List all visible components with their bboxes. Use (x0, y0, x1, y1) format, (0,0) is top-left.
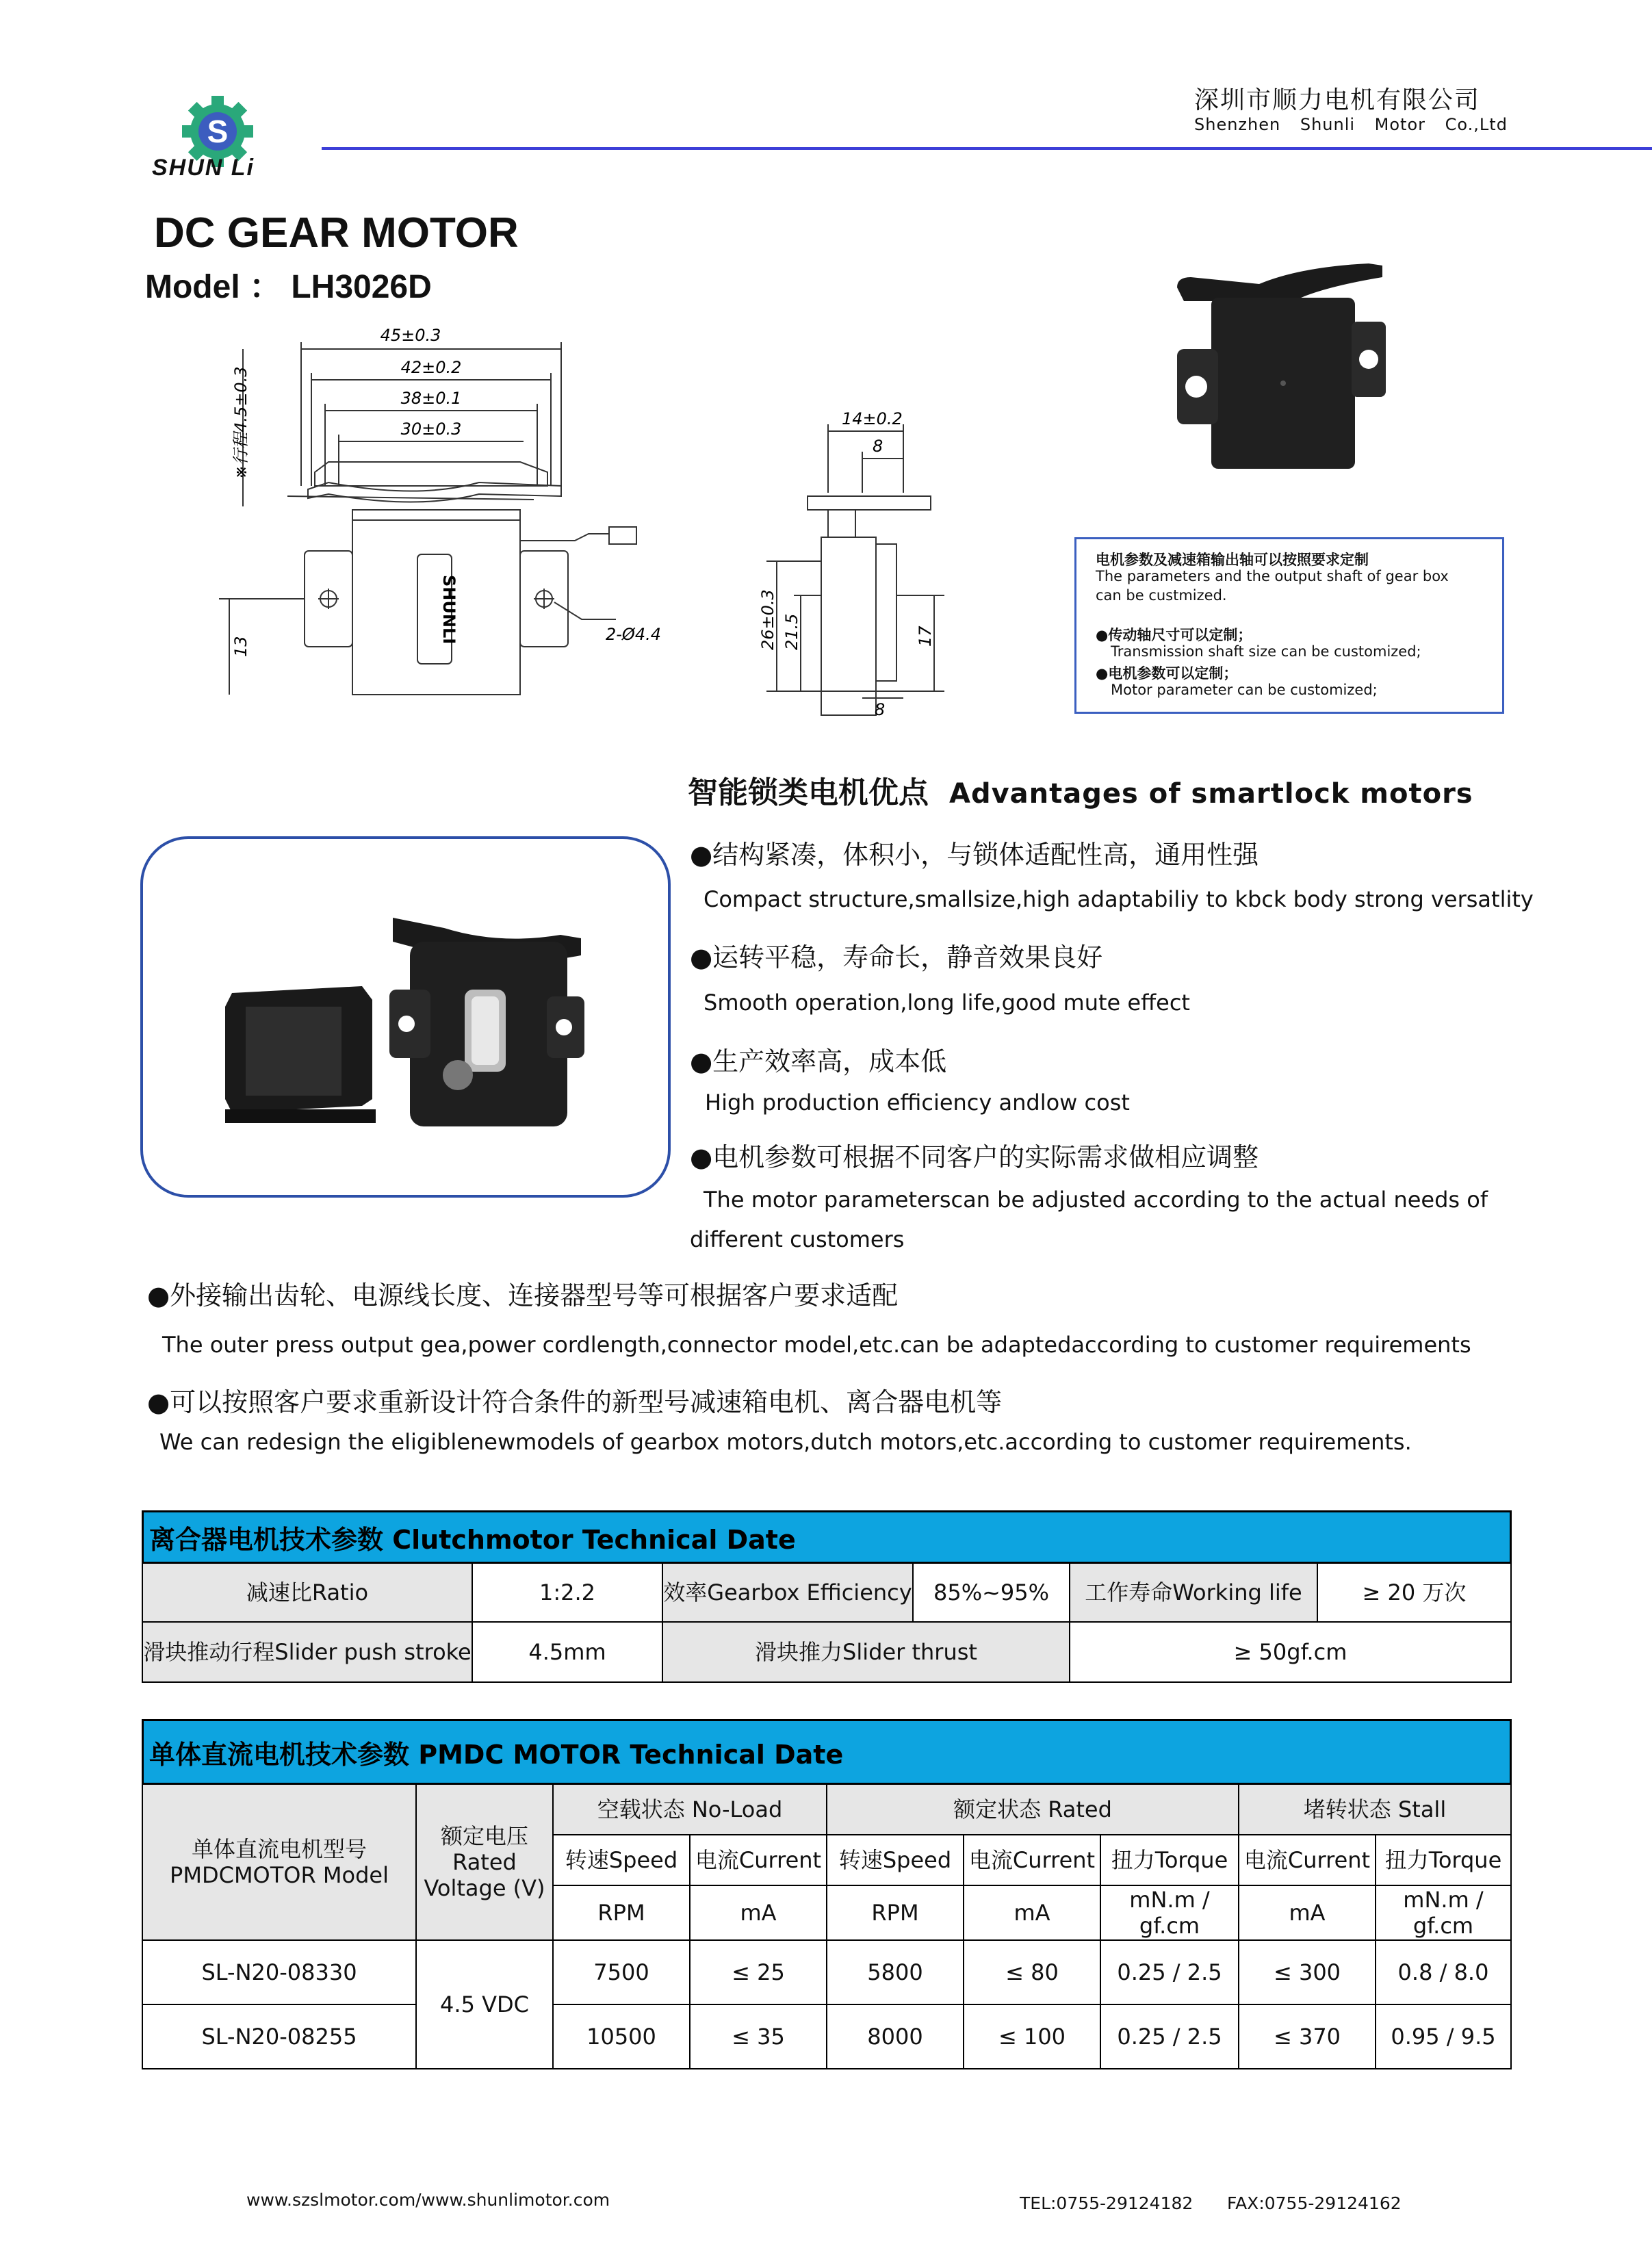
advantages-title (688, 768, 1473, 812)
advantages-title-en: Advantages of smartlock motors (949, 778, 1473, 810)
unit-torque-line: mN.m / (1403, 1887, 1484, 1913)
unit-torque (1375, 1885, 1512, 1941)
thrust-value: ≥ 50gf.cm (1069, 1621, 1512, 1683)
unit-ma: mA (689, 1885, 827, 1941)
dim-label: 30±0.3 (400, 420, 462, 439)
model-number: Model ： LH3026D (145, 269, 432, 305)
dim-label: 14±0.2 (842, 409, 903, 428)
note-text: Transmission shaft size can be customized; (1111, 643, 1421, 660)
advantage-item-en: High production efficiency andlow cost (705, 1089, 1130, 1115)
logo-wordmark: SHUN Li (152, 155, 255, 181)
unit-ma: mA (963, 1885, 1101, 1941)
stall-current-cell: ≤ 300 (1238, 1939, 1376, 2005)
model-label-en: PMDCMOTOR Model (170, 1862, 389, 1888)
advantage-item-en: The motor parameterscan be adjusted according to the actual needs of (704, 1187, 1488, 1213)
voltage-column-header (415, 1783, 554, 1941)
product-photo-frame (140, 836, 671, 1198)
unit-torque-line: gf.cm (1139, 1913, 1200, 1939)
customization-note-box (1074, 537, 1504, 714)
dim-label: 17 (916, 625, 935, 647)
pmdc-table-header: 单体直流电机技术参数 PMDC MOTOR Technical Date (142, 1719, 1512, 1785)
stall-group-header: 堵转状态 Stall (1238, 1783, 1512, 1835)
noload-speed-cell: 10500 (552, 2004, 691, 2069)
advantage-item-cn: ●外接输出齿轮、电源线长度、连接器型号等可根据客户要求适配 (147, 1280, 899, 1311)
unit-torque-line: mN.m / (1129, 1887, 1210, 1913)
dim-label: 38±0.1 (400, 389, 462, 408)
note-text: The parameters and the output shaft of gear box (1096, 568, 1449, 584)
dim-label: 21.5 (782, 613, 801, 650)
voltage-label-cn: 额定电压 (440, 1823, 528, 1849)
advantage-item-en: different customers (690, 1226, 905, 1252)
unit-rpm: RPM (826, 1885, 964, 1941)
noload-speed-header: 转速Speed (552, 1834, 691, 1886)
rated-torque-header: 扭力Torque (1100, 1834, 1239, 1886)
footer-telephone: TEL:0755-29124182 (1020, 2193, 1193, 2213)
advantages-title-cn: 智能锁类电机优点 (688, 775, 929, 810)
product-photo (1163, 260, 1410, 479)
note-bullet: ●电机参数可以定制； (1096, 665, 1238, 682)
note-text: can be custmized. (1096, 587, 1227, 604)
advantage-item-cn: ●生产效率高，成本低 (690, 1046, 947, 1076)
voltage-label-en: Rated (452, 1849, 517, 1875)
dim-label: 42±0.2 (400, 358, 462, 377)
voltage-value-cell: 4.5 VDC (415, 1939, 554, 2069)
rated-speed-header: 转速Speed (826, 1834, 964, 1886)
clutch-table-header: 离合器电机技术参数 Clutchmotor Technical Date (142, 1510, 1512, 1564)
unit-torque (1100, 1885, 1239, 1941)
stroke-label: 滑块推动行程Slider push stroke (142, 1621, 473, 1683)
model-column-header (142, 1783, 417, 1941)
rated-group-header: 额定状态 Rated (826, 1783, 1239, 1835)
company-name-en: Shenzhen Shunli Motor Co.,Ltd (1194, 115, 1508, 134)
stall-torque-cell: 0.95 / 9.5 (1375, 2004, 1512, 2069)
dim-label: 45±0.3 (380, 326, 441, 345)
hole-dim-label: 2-Ø4.4 (606, 625, 661, 644)
rated-current-cell: ≤ 100 (963, 2004, 1101, 2069)
advantage-item-en: The outer press output gea,power cordlength,connector model,etc.can be adaptedaccording to customer requirements (162, 1332, 1471, 1358)
life-label: 工作寿命Working life (1069, 1562, 1318, 1623)
stall-current-header: 电流Current (1238, 1834, 1376, 1886)
efficiency-value: 85%~95% (912, 1562, 1070, 1623)
company-name-cn: 深圳市顺力电机有限公司 (1194, 86, 1481, 114)
header-divider (322, 147, 1652, 150)
rated-current-cell: ≤ 80 (963, 1939, 1101, 2005)
noload-speed-cell: 7500 (552, 1939, 691, 2005)
noload-current-cell: ≤ 25 (689, 1939, 827, 2005)
rated-speed-cell: 8000 (826, 2004, 964, 2069)
side-view-drawing (719, 404, 965, 719)
note-heading: 电机参数及减速箱输出轴可以按照要求定制 (1096, 552, 1369, 568)
advantage-item-cn: ●电机参数可根据不同客户的实际需求做相应调整 (690, 1142, 1259, 1172)
noload-current-header: 电流Current (689, 1834, 827, 1886)
brand-mark: SHUNLI (439, 575, 459, 645)
efficiency-label: 效率Gearbox Efficiency (662, 1562, 914, 1623)
life-value: ≥ 20 万次 (1317, 1562, 1512, 1623)
model-label-cn: 单体直流电机型号 (191, 1836, 367, 1862)
unit-torque-line: gf.cm (1412, 1913, 1474, 1939)
stall-torque-cell: 0.8 / 8.0 (1375, 1939, 1512, 2005)
advantage-item-cn: ●运转平稳，寿命长，静音效果良好 (690, 942, 1103, 972)
logo-letter: S (207, 114, 229, 149)
note-bullet: ●传动轴尺寸可以定制； (1096, 627, 1252, 643)
rated-torque-cell: 0.25 / 2.5 (1100, 2004, 1239, 2069)
advantage-item-en: Smooth operation,long life,good mute effect (704, 990, 1190, 1016)
rated-speed-cell: 5800 (826, 1939, 964, 2005)
footer-website[interactable]: www.szslmotor.com/www.shunlimotor.com (246, 2190, 610, 2210)
thrust-label: 滑块推力Slider thrust (662, 1621, 1070, 1683)
front-view-drawing (192, 315, 684, 725)
note-text: Motor parameter can be customized; (1111, 682, 1378, 698)
stall-current-cell: ≤ 370 (1238, 2004, 1376, 2069)
rated-current-header: 电流Current (963, 1834, 1101, 1886)
advantage-item-en: We can redesign the eligiblenewmodels of gearbox motors,dutch motors,etc.according to customer requirements. (159, 1429, 1412, 1455)
document-title: DC GEAR MOTOR (154, 209, 519, 257)
product-exploded-photo (143, 839, 668, 1195)
noload-group-header: 空载状态 No-Load (552, 1783, 827, 1835)
stall-torque-header: 扭力Torque (1375, 1834, 1512, 1886)
dim-label: 8 (875, 700, 886, 719)
advantage-item-cn: ●结构紧凑，体积小，与锁体适配性高，通用性强 (690, 840, 1259, 870)
footer-fax: FAX:0755-29124162 (1227, 2193, 1402, 2213)
dim-label: 26±0.3 (758, 589, 777, 650)
noload-current-cell: ≤ 35 (689, 2004, 827, 2069)
voltage-label-en: Voltage (V) (424, 1875, 545, 1901)
ratio-label: 减速比Ratio (142, 1562, 473, 1623)
unit-rpm: RPM (552, 1885, 691, 1941)
advantage-item-cn: ●可以按照客户要求重新设计符合条件的新型号减速箱电机、离合器电机等 (147, 1387, 1003, 1417)
dim-label: 8 (873, 437, 883, 456)
motor-model-cell: SL-N20-08255 (142, 2004, 417, 2069)
stroke-value: 4.5mm (472, 1621, 663, 1683)
rated-torque-cell: 0.25 / 2.5 (1100, 1939, 1239, 2005)
unit-ma: mA (1238, 1885, 1376, 1941)
motor-model-cell: SL-N20-08330 (142, 1939, 417, 2005)
stroke-dim-label: ※行程4.5±0.3 (231, 366, 250, 479)
dim-label: 13 (231, 636, 250, 657)
advantage-item-en: Compact structure,smallsize,high adaptabiliy to kbck body strong versatlity (704, 886, 1534, 912)
ratio-value: 1:2.2 (472, 1562, 663, 1623)
